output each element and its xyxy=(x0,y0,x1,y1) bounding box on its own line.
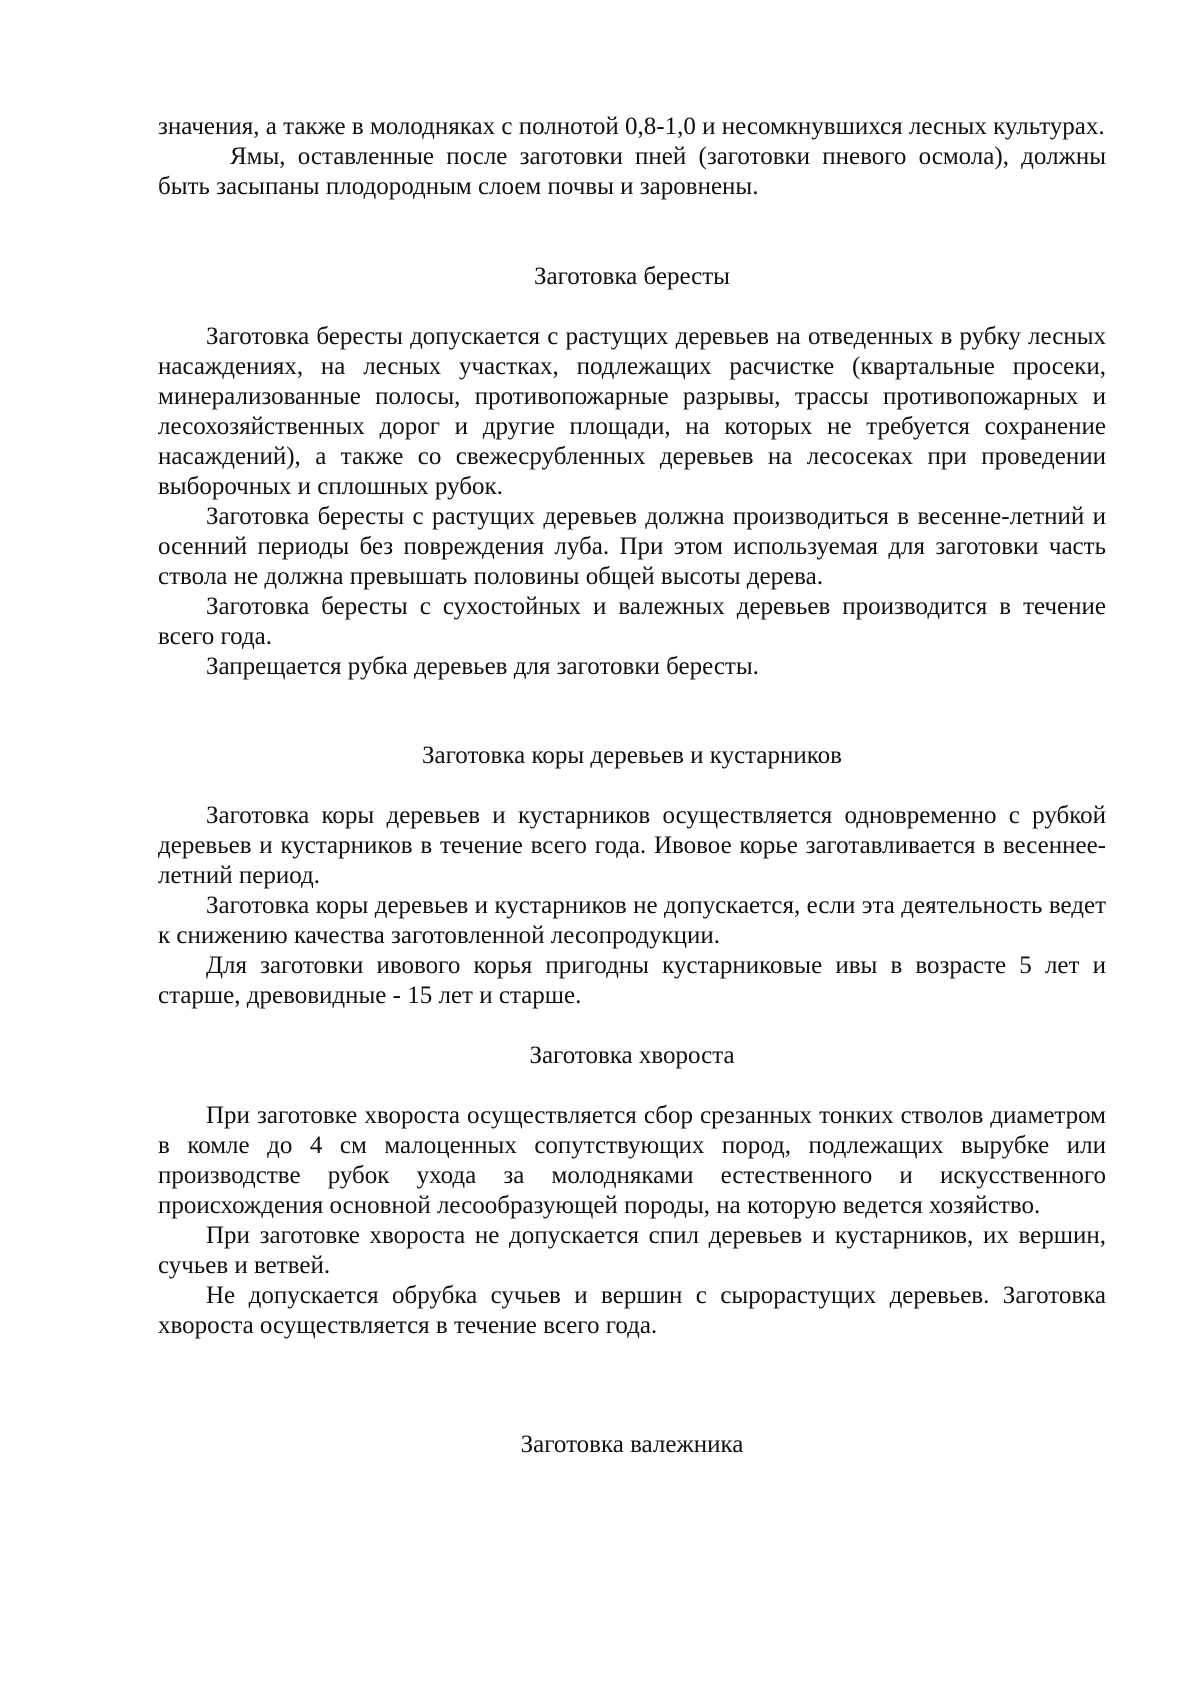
birch-bark-paragraph-4: Запрещается рубка деревьев для заготовки бересты. xyxy=(206,653,759,680)
brushwood-paragraph-3: Не допускается обрубка сучьев и вершин с сырорастущих деревьев. Заготовка хвороста осуществляется в течение всего года. xyxy=(158,1282,1106,1339)
section-heading-deadwood: Заготовка валежника xyxy=(520,1431,744,1458)
intro-paragraph-1: значения, а также в молодняках с полнотой 0,8-1,0 и несомкнувшихся лесных культурах. xyxy=(158,113,1105,140)
brushwood-paragraph-2: При заготовке хвороста не допускается спил деревьев и кустарников, их вершин, сучьев и ветвей. xyxy=(158,1222,1106,1279)
birch-bark-section xyxy=(158,322,1106,682)
birch-bark-paragraph-1: Заготовка бересты допускается с растущих деревьев на отведенных в рубку лесных насаждениях, на лесных участках, подлежащих расчистке (квартальные просеки, минерализованные полосы, противопожарные разрывы, трассы противопожарных и лесохозяйственных дорог и другие площади, на которых не требуется сохранение насаждений), а также со свежесрубленных деревьев на лесосеках при проведении выборочных и сплошных рубок. xyxy=(158,323,1106,500)
birch-bark-paragraph-3: Заготовка бересты с сухостойных и валежных деревьев производится в течение всего года. xyxy=(158,593,1106,650)
brushwood-section xyxy=(158,1101,1106,1341)
birch-bark-heading-block xyxy=(158,262,1106,292)
bark-paragraph-2: Заготовка коры деревьев и кустарников не допускается, если эта деятельность ведет к снижению качества заготовленной лесопродукции. xyxy=(158,892,1106,949)
bark-paragraph-1: Заготовка коры деревьев и кустарников осуществляется одновременно с рубкой деревьев и кустарников в течение всего года. Ивовое корье заготавливается в весеннее-летний период. xyxy=(158,802,1106,889)
bark-section xyxy=(158,801,1106,1011)
intro-paragraph-2: Ямы, оставленные после заготовки пней (заготовки пневого осмола), должны быть засыпаны плодородным слоем почвы и заровнены. xyxy=(158,143,1106,200)
birch-bark-paragraph-2: Заготовка бересты с растущих деревьев должна производиться в весенне-летний и осенний периоды без повреждения луба. При этом используемая для заготовки часть ствола не должна превышать половины общей высоты дерева. xyxy=(158,503,1106,590)
brushwood-paragraph-1: При заготовке хвороста осуществляется сбор срезанных тонких стволов диаметром в комле до 4 см малоценных сопутствующих пород, подлежащих вырубке или производстве рубок ухода за молодняками естественного и искусственного происхождения основной лесообразующей породы, на которую ведется хозяйство. xyxy=(158,1102,1106,1219)
intro-section xyxy=(158,112,1106,202)
section-heading-brushwood: Заготовка хвороста xyxy=(529,1042,735,1069)
deadwood-heading-block xyxy=(158,1430,1106,1460)
section-heading-birch-bark: Заготовка бересты xyxy=(534,263,730,290)
brushwood-heading-block xyxy=(158,1041,1106,1071)
bark-heading-block xyxy=(158,741,1106,771)
section-heading-bark: Заготовка коры деревьев и кустарников xyxy=(422,742,842,769)
bark-paragraph-3: Для заготовки ивового корья пригодны кустарниковые ивы в возрасте 5 лет и старше, древовидные - 15 лет и старше. xyxy=(158,952,1106,1009)
